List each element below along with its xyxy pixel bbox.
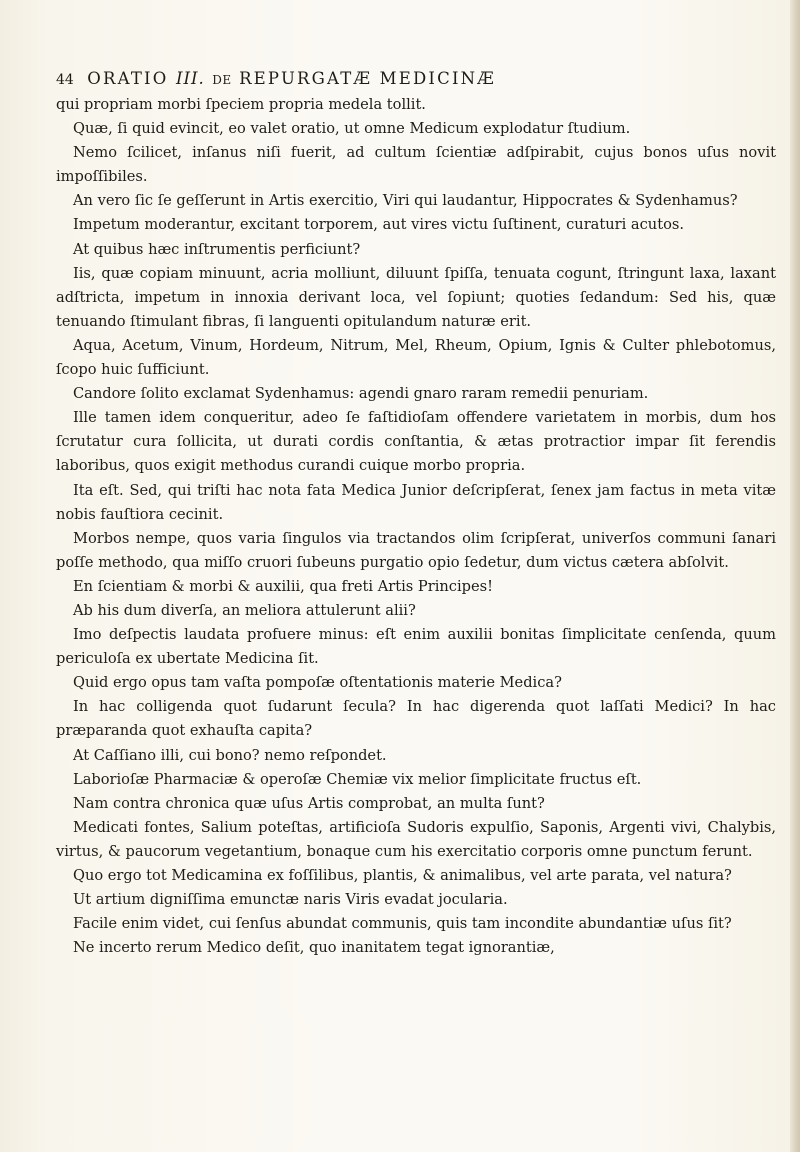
paragraph: En ſcientiam & morbi & auxilii, qua freti Artis Principes! bbox=[73, 577, 493, 595]
paragraph: At quibus hæc inſtrumentis perficiunt? bbox=[73, 240, 361, 258]
paragraph: Nemo ſcilicet, inſanus niſi fuerit, ad cultum ſcientiæ adſpirabit, cujus bonos uſus novit impoſſibiles. bbox=[56, 144, 776, 186]
paragraph: Ille tamen idem conqueritur, adeo ſe faſtidioſam offendere varietatem in morbis, dum hos ſcrutatur cura ſollicita, ut durati cordis conſtantia, & ætas protractior impar ſit ferendis laboribus, quos exigit methodus curandi cuique morbo propria. bbox=[56, 409, 776, 475]
paragraph: qui propriam morbi ſpeciem propria medela tollit. bbox=[56, 96, 426, 113]
paragraph: Aqua, Acetum, Vinum, Hordeum, Nitrum, Mel, Rheum, Opium, Ignis & Culter phlebotomus, ſcopo huic ſufficiunt. bbox=[56, 336, 776, 379]
page-number: 44 bbox=[56, 72, 74, 88]
paragraph: Facile enim videt, cui ſenſus abundat communis, quis tam incondite abundantiæ uſus ſit? bbox=[73, 915, 732, 933]
paragraph: Impetum moderantur, excitant torporem, aut vires victu ſuſtinent, curaturi acutos. bbox=[73, 216, 684, 234]
running-head-roman-numeral: III. bbox=[175, 69, 205, 88]
paragraph: Nam contra chronica quæ uſus Artis comprobat, an multa ſunt? bbox=[73, 794, 545, 812]
running-head-de: DE bbox=[212, 73, 232, 87]
paragraph: Ut artium digniſſima emunctæ naris Viris evadat jocularia. bbox=[73, 891, 508, 909]
paragraph: Candore ſolito exclamat Sydenhamus: agendi gnaro raram remedii penuriam. bbox=[73, 385, 649, 403]
paragraph: Imo deſpectis laudata profuere minus: eſt enim auxilii bonitas ſimplicitate cenſenda, quum periculoſa ex ubertate Medicina ſit. bbox=[56, 626, 776, 668]
body-text bbox=[56, 93, 776, 960]
paragraph: Quæ, ſi quid evincit, eo valet oratio, ut omne Medicum explodatur ſtudium. bbox=[73, 120, 631, 138]
paragraph: An vero ſic ſe geſſerunt in Artis exercitio, Viri qui laudantur, Hippocrates & Sydenhamus? bbox=[73, 192, 738, 210]
paragraph: Quo ergo tot Medicamina ex foſſilibus, plantis, & animalibus, vel arte parata, vel natura? bbox=[73, 867, 732, 884]
paragraph: In hac colligenda quot ſudarunt ſecula? In hac digerenda quot laſſati Medici? In hac præparanda quot exhauſta capita? bbox=[56, 698, 776, 740]
paragraph: Medicati fontes, Salium poteſtas, artificioſa Sudoris expulſio, Saponis, Argenti vivi, Chalybis, virtus, & paucorum vegetantium, bonaque cum his exercitatio corporis omne punctum ferunt. bbox=[56, 818, 776, 860]
paragraph: Ne incerto rerum Medico deſit, quo inanitatem tegat ignorantiæ, bbox=[73, 939, 555, 957]
paragraph: At Caſſiano illi, cui bono? nemo reſpondet. bbox=[73, 746, 387, 764]
paragraph: Ab his dum diverſa, an meliora attulerunt alii? bbox=[73, 601, 416, 619]
page-edge-shadow bbox=[790, 0, 800, 1152]
running-head-oratio: ORATIO bbox=[87, 69, 169, 88]
running-head-title: REPURGATÆ MEDICINÆ bbox=[239, 69, 497, 88]
paragraph: Morbos nempe, quos varia ſingulos via tractandos olim ſcripſerat, univerſos communi ſanari poſſe methodo, qua miſſo cruori ſubeuns purgatio opio ſedetur, dum victus cætera abſolvit. bbox=[56, 529, 776, 571]
paragraph: Ita eſt. Sed, qui triſti hac nota fata Medica Junior deſcripſerat, ſenex jam factus in meta vitæ nobis fauſtiora cecinit. bbox=[56, 481, 776, 523]
text-block bbox=[56, 68, 776, 960]
running-head bbox=[56, 68, 776, 91]
paragraph: Iis, quæ copiam minuunt, acria molliunt, diluunt ſpiſſa, tenuata cogunt, ſtringunt laxa, laxant adſtricta, impetum in innoxia derivant loca, vel ſopiunt; quoties ſedandum: Sed his, quæ tenuando ſtimulant fibras, ſi languenti opitulandum naturæ erit. bbox=[56, 264, 776, 330]
paragraph: Quid ergo opus tam vaſta pompoſæ oſtentationis materie Medica? bbox=[73, 674, 562, 692]
paragraph: Laborioſæ Pharmaciæ & operoſæ Chemiæ vix melior ſimplicitate fructus eſt. bbox=[73, 770, 642, 788]
